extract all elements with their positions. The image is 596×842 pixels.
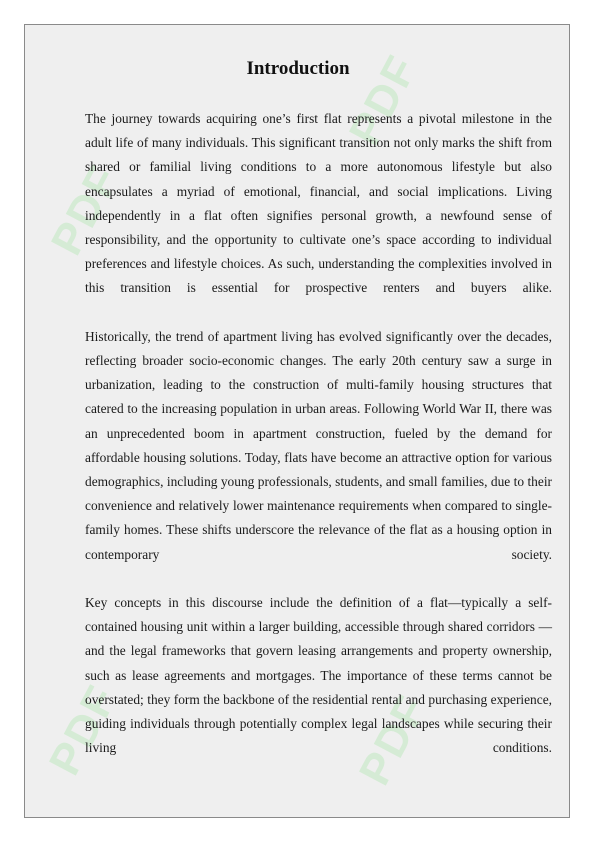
watermark: PDF [350,687,438,794]
page-title: Introduction [246,58,350,79]
watermark: PDF [340,47,428,154]
watermark: PDF [42,157,130,264]
paragraph: Key concepts in this discourse include the definition of a flat—typically a self-contained housing unit within a larger building, accessible through shared corridors —and the legal frameworks that govern leasing arrangements and property ownership, such as lease agreements and mortgages. The importance of these terms cannot be overstated; they form the backbone of the residential rental and purchasing experience, guiding individuals through potentially complex legal landscapes while securing their living conditions. [85,595,552,756]
watermark: PDF [40,677,128,784]
paragraph: Historically, the trend of apartment living has evolved significantly over the decades, reflecting broader socio-economic changes. The early 20th century saw a surge in urbanization, leading to the construction of multi-family housing structures that catered to the increasing population in urban areas. Following World War II, there was an unprecedented boom in apartment construction, fueled by the demand for affordable housing solutions. Today, flats have become an attractive option for various demographics, including young professionals, students, and small families, due to their convenience and relatively lower maintenance requirements when compared to single-family homes. These shifts underscore the relevance of the flat as a housing option in contemporary society. [85,328,552,562]
paragraph: The journey towards acquiring one’s first flat represents a pivotal milestone in the adult life of many individuals. This significant transition not only marks the shift from shared or familial living conditions to a more autonomous lifestyle but also encapsulates a myriad of emotional, financial, and social implications. Living independently in a flat often signifies personal growth, a newfound sense of responsibility, and the opportunity to cultivate one’s space according to individual preferences and lifestyle choices. As such, understanding the complexities involved in this transition is essential for prospective renters and buyers alike. [85,111,552,296]
document-body [85,107,552,785]
